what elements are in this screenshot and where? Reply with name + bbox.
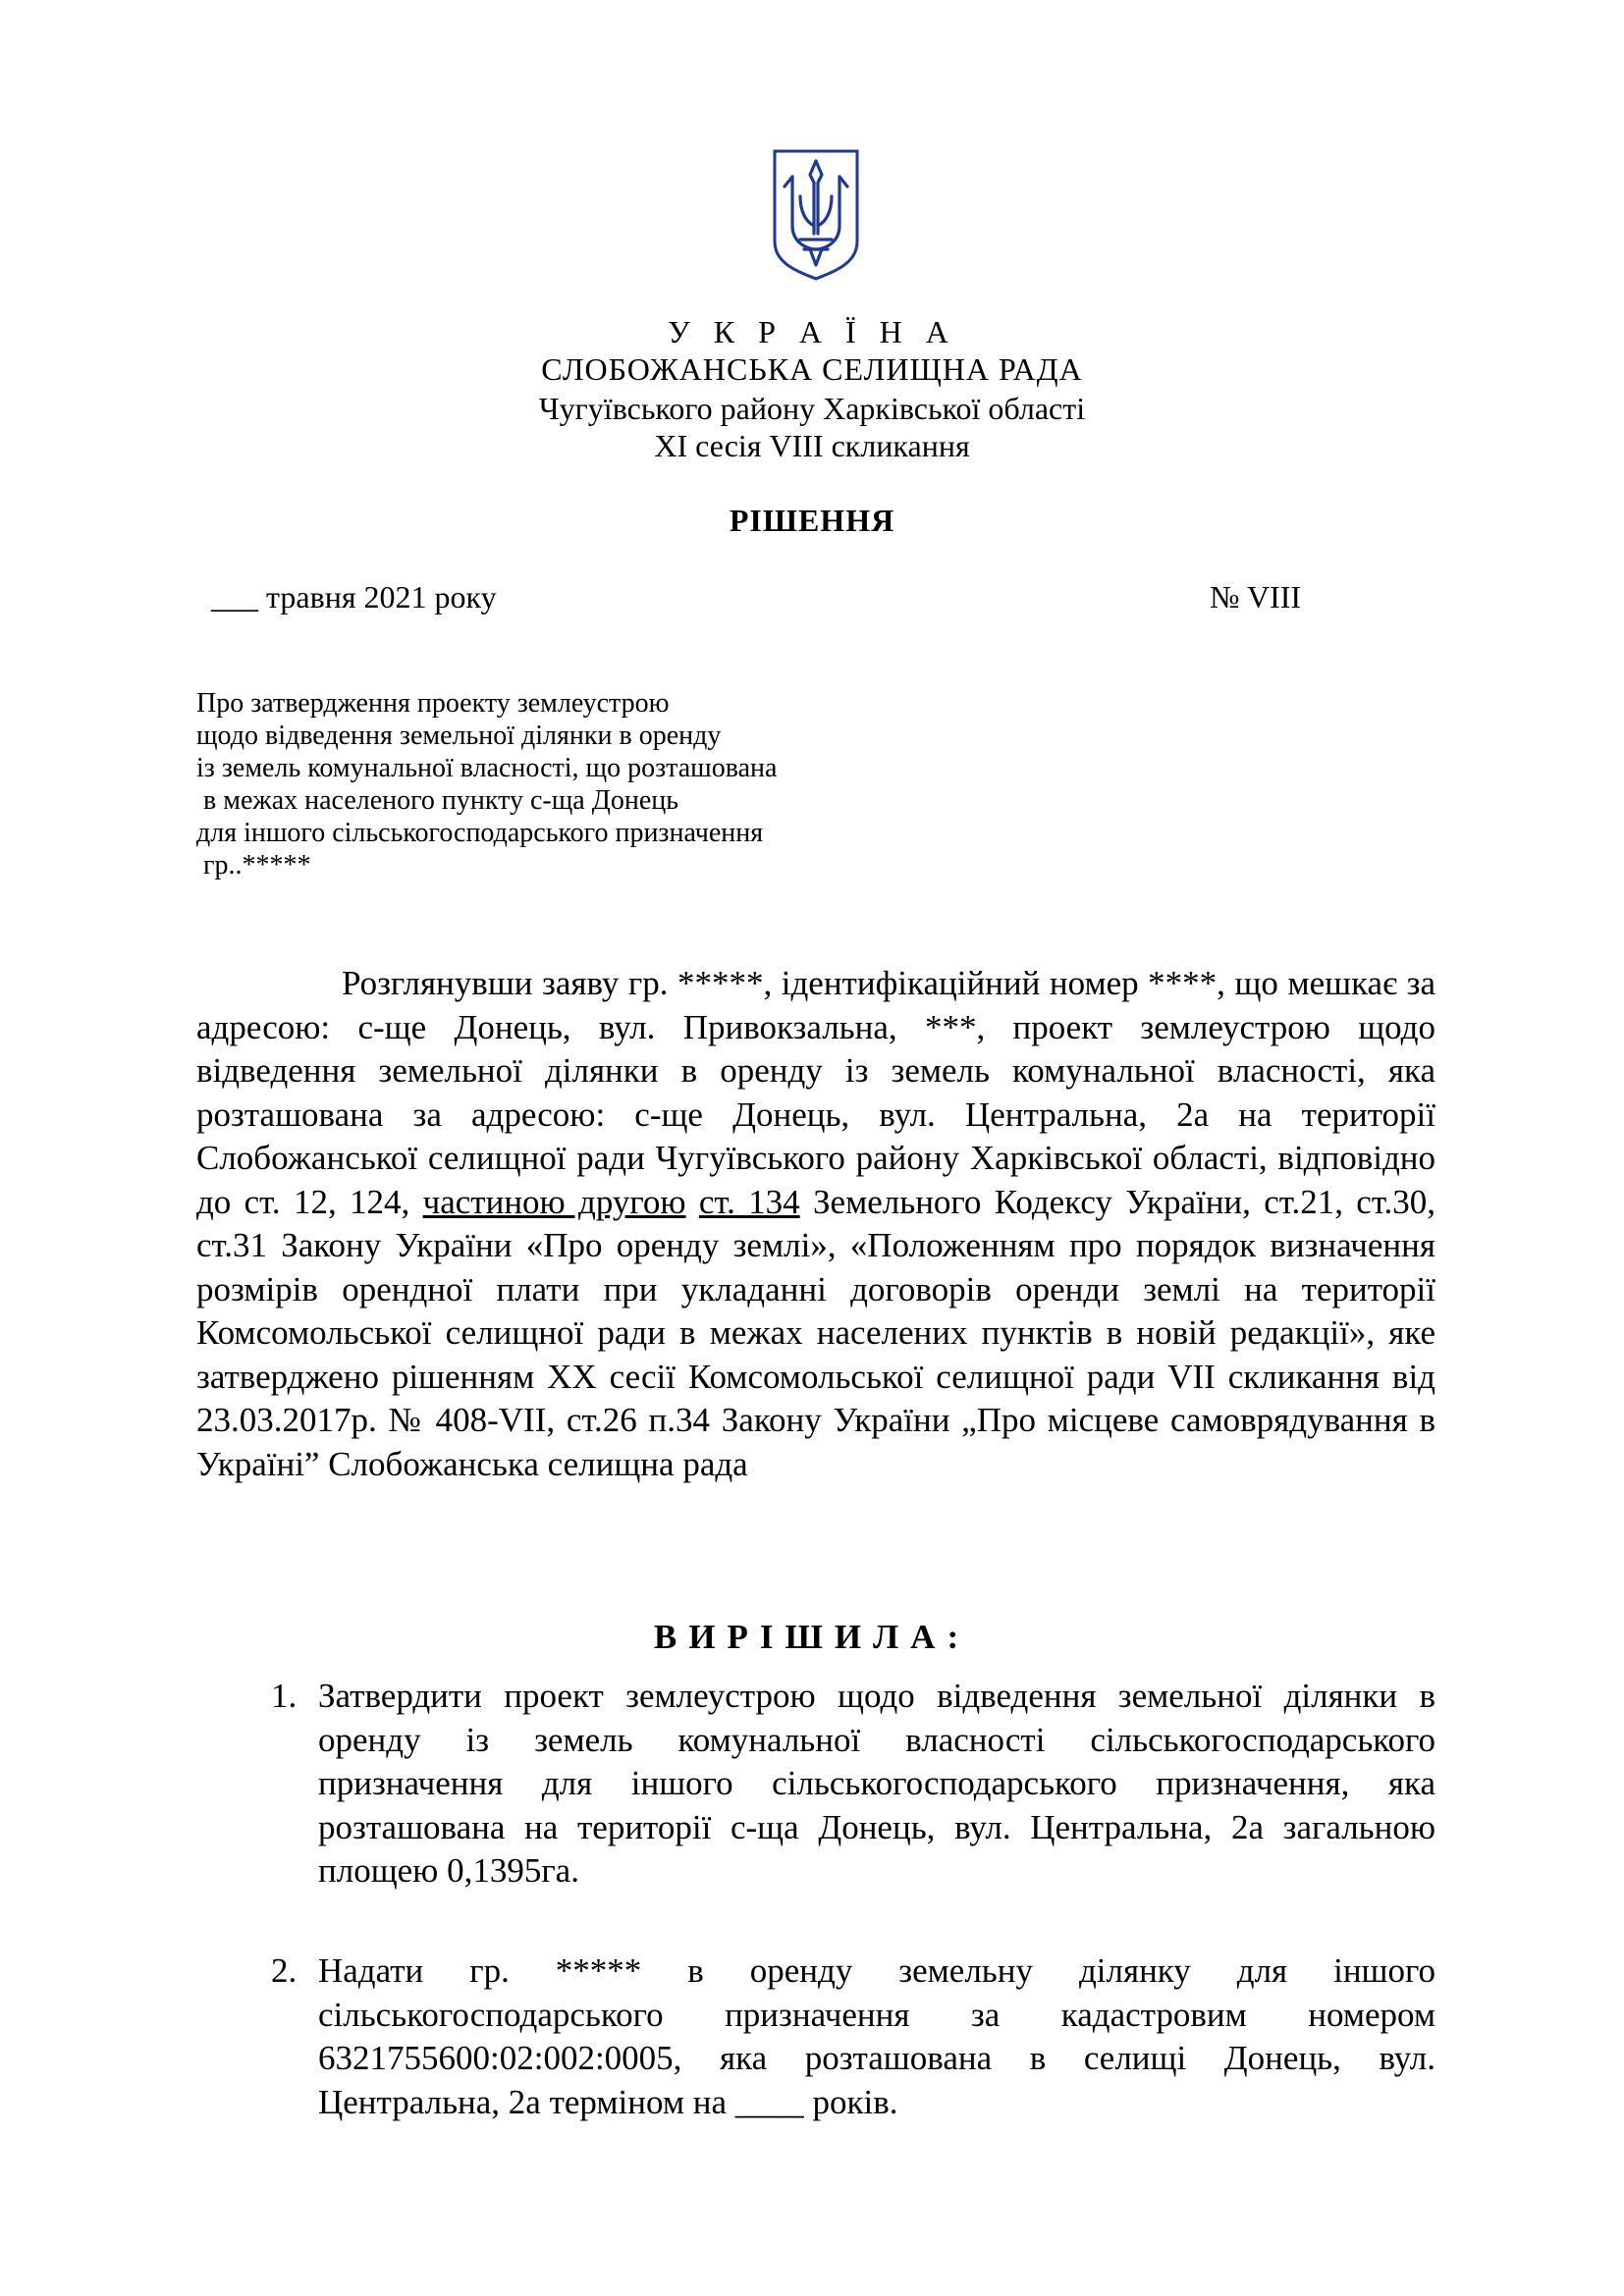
preamble-paragraph (196, 962, 1435, 1486)
list-item (271, 1949, 1435, 2124)
list-item-text: Надати гр. ***** в оренду земельну ділянку для іншого сільськогосподарського призначення за кадастровим номером 6321755600:02:002:0005, яка розташована в селищі Донець, вул. Центральна, 2а терміном на ____ років. (318, 1951, 1435, 2121)
law-link-part-two[interactable]: частиною другою (422, 1182, 686, 1221)
list-item-number: 1. (271, 1677, 298, 1715)
list-item-text: Затвердити проект землеустрою щодо відведення земельної ділянки в оренду із земель комунальної власності сільськогосподарського призначення для іншого сільськогосподарського призначення, яка розташована на території с-ща Донець, вул. Центральна, 2а загальною площею 0,1395га. (318, 1677, 1435, 1890)
council-name: СЛОБОЖАНСЬКА СЕЛИЩНА РАДА (541, 351, 1083, 387)
subject-line: Про затвердження проекту землеустрою (196, 688, 670, 719)
list-item (271, 1675, 1435, 1894)
decided-heading: ВИРІШИЛА: (653, 1618, 971, 1656)
decision-number: № VIII (1210, 579, 1302, 614)
preamble-text-part1: Розглянувши заяву гр. *****, ідентифікаційний номер ****, що мешкає за адресою: с-ще Донець, вул. Привокзальна, ***, проект землеустрою щодо відведення земельної ділянки в оренду із земель комунальної власності, яка розташована за адресою: с-ще Донець, вул. Центральна, 2а на території Слобожанської селищної ради Чугуївського району Харківської області, відповідно до ст. 12, 124, (196, 964, 1435, 1221)
list-item-number: 2. (271, 1951, 298, 1990)
subject-line: для іншого сільськогосподарського призначення (196, 818, 764, 848)
subject-line: щодо відведення земельної ділянки в оренду (196, 721, 722, 751)
decision-date: ___ травня 2021 року (211, 579, 497, 614)
subject-line: в межах населеного пункту с-ща Донець (196, 785, 678, 816)
document-title: РІШЕННЯ (729, 503, 895, 538)
coat-of-arms-icon (771, 147, 861, 283)
subject-line: із земель комунальної власності, що розташована (196, 753, 778, 783)
country-name: У К Р А Ї Н А (668, 314, 956, 349)
law-link-article-134[interactable]: ст. 134 (698, 1182, 800, 1221)
preamble-space (686, 1183, 699, 1221)
subject-line: гр..***** (196, 850, 311, 881)
decision-subject (196, 687, 943, 881)
preamble-text-part2: Земельного Кодексу України, ст.21, ст.30, ст.31 Закону України «Про оренду землі», «Положенням про порядок визначення розмірів орендної плати при укладанні договорів оренди землі на території Комсомольської селищної ради в межах населених пунктів в новій редакції», яке затверджено рішенням ХХ сесії Комсомольської селищної ради VII скликання від 23.03.2017р. № 408-VII, ст.26 п.34 Закону України „Про місцеве самоврядування в Україні” Слобожанська селищна рада (196, 1182, 1435, 1483)
session-name: ХІ сесія VІІІ скликання (654, 428, 970, 463)
district-name: Чугуївського району Харківської області (538, 391, 1086, 426)
